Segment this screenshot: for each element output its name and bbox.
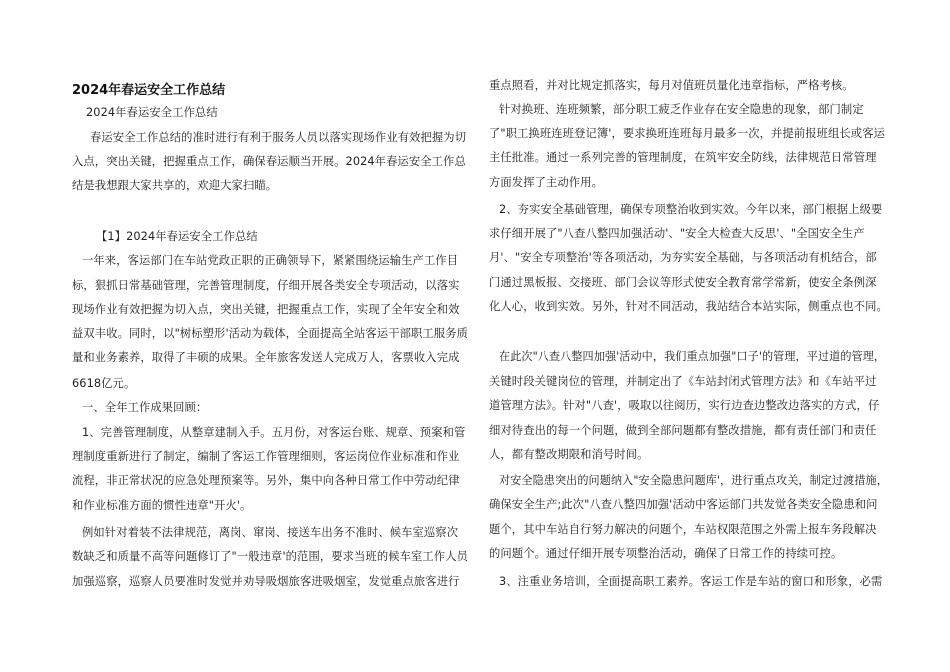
text-line: 在此次"八查八整四加强'活动中，我们重点加强"口子'的管理，平过道的管理， — [499, 350, 886, 363]
text-line: 2024年春运安全工作总结 — [86, 106, 218, 119]
text-line: 方面发挥了主动作用。 — [489, 176, 603, 189]
text-line: 【1】2024年春运安全工作总结 — [96, 230, 258, 243]
text-line: 3、注重业务培训，全面提高职工素养。客运工作是车站的窗口和形象，必需 — [499, 575, 883, 588]
text-line: 了"职工换班连班登记簿'，要求换班连班每月最多一次，并提前报班组长或客运 — [489, 127, 885, 140]
text-line: 例如针对着装不法律规范，离岗、窜岗、接送车出务不准时、候车室巡察次 — [82, 526, 459, 539]
text-line: 结是我想跟大家共享的，欢迎大家扫瞄。 — [72, 179, 278, 192]
text-line: 化人心，收到实效。另外，针对不同活动，我站结合本站实际，侧重点也不同。 — [489, 300, 888, 313]
text-line: 针对换班、连班频繁，部分职工疲乏作业存在安全隐患的现象，部门制定 — [499, 103, 864, 116]
text-line: 的问题个。通过仔细开展专项整治活动，确保了日常工作的持续可控。 — [489, 547, 843, 560]
text-line: 门通过黑板报、交接班、部门会议等形式使安全教育常学常新，使安全条例深 — [489, 276, 877, 289]
text-line: 标，狠抓日常基础管理，完善管理制度，仔细开展各类安全专项活动，以落实 — [72, 279, 460, 292]
text-line: 对安全隐患突出的问题纳入"安全隐患问题库'，进行重点攻关，制定过渡措施， — [499, 474, 888, 487]
text-line: 加强巡察，巡察人员要准时发觉并劝导吸烟旅客进吸烟室，发觉重点旅客进行 — [72, 575, 460, 588]
text-line: 月'、"安全专项整治'等各项活动，为夯实安全基础，与各项活动有机结合，部 — [489, 251, 877, 264]
text-line: 1、完善管理制度，从整章建制入手。五月份，对客运台账、规章、预案和管 — [82, 426, 466, 439]
text-line: 现场作业有效把握为切入点，突出关键，把握重点工作，实现了全年安全和效 — [72, 303, 460, 316]
text-line: 数缺乏和质量不高等问题修订了"一般违章'的范围，要求当班的候车室工作人员 — [72, 550, 468, 563]
text-line: 求仔细开展了"八查八整四加强活动'、"安全大检查大反思'、"全国安全生产 — [489, 227, 865, 240]
text-line: 6618亿元。 — [72, 377, 136, 390]
text-line: 量和业务素养，取得了丰硕的成果。全年旅客发送人完成万人，客票收入完成 — [72, 351, 460, 364]
text-line: 2、夯实安全基础管理，确保专项整治收到实效。今年以来，部门根据上级要 — [499, 203, 883, 216]
text-line: 重点照看，并对比规定抓落实，每月对值班员量化违章指标，严格考核。 — [489, 79, 854, 92]
text-line: 一、全年工作成果回顾： — [82, 401, 208, 414]
text-line: 和作业标准方面的惯性违章"开火'。 — [72, 499, 252, 512]
text-line: 道管理方法》。针对"八查'，吸取以往阅历，实行边查边整改边落实的方式，仔 — [489, 399, 880, 412]
text-line: 益双丰收。同时，以"树标塑形'活动为载体，全面提高全站客运干部职工服务质 — [72, 327, 468, 340]
document-title: 2024年春运安全工作总结 — [72, 83, 226, 98]
text-line: 细对待查出的每一个问题，做到全部问题都有整改措施，都有责任部门和责任 — [489, 424, 877, 437]
text-line: 人，都有整改期限和消号时间。 — [489, 448, 649, 461]
text-line: 主任批准。通过一系列完善的管理制度，在筑牢安全防线，法律规范日常管理 — [489, 151, 877, 164]
text-line: 确保安全生产;此次"八查八整四加强'活动中客运部门共发觉各类安全隐患和问 — [489, 498, 878, 511]
text-line: 春运安全工作总结的准时进行有利于服务人员以落实现场作业有效把握为切 — [90, 131, 467, 144]
text-line: 理制度重新进行了制定，编制了客运工作管理细则，客运岗位作业标准和作业 — [72, 450, 460, 463]
text-line: 一年来，客运部门在车站党政正职的正确领导下，紧紧围绕运输生产工作目 — [82, 254, 459, 267]
text-line: 题个，其中车站自行努力解决的问题个，车站权限范围之外需上报车务段解决 — [489, 523, 877, 536]
text-line: 流程，非正常状况的应急处理预案等。另外，集中向各种日常工作中劳动纪律 — [72, 474, 460, 487]
text-line: 关键时段关键岗位的管理，并制定出了《车站封闭式管理方法》和《车站平过 — [489, 375, 877, 388]
text-line: 入点，突出关键，把握重点工作，确保春运顺当开展。2024年春运安全工作总 — [72, 155, 466, 168]
